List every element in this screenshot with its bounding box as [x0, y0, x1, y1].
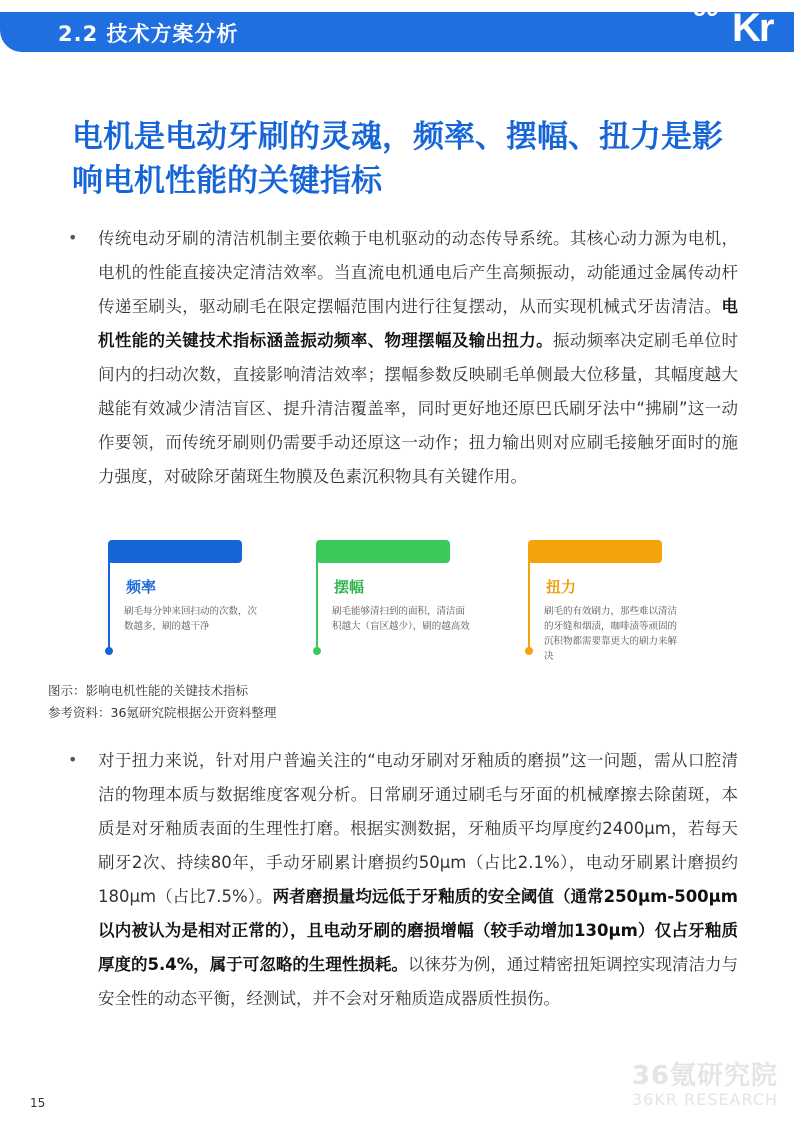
paragraph-2-text-a: 对于扭力来说，针对用户普遍关注的“电动牙刷对牙釉质的磨损”这一问题，需从口腔清洁的物理本质与数据维度客观分析。日常刷牙通过刷毛与牙面的机械摩擦去除菌斑，本质是对牙釉质表面的生理性打磨。根据实测数据，牙釉质平均厚度约2400μm，若每天刷牙2次、持续80年，手动牙刷累计磨损约50μm（占比2.1%），电动牙刷累计磨损约180μm（占比7.5%）。: [98, 751, 738, 906]
watermark-line-1: 36氪研究院: [631, 1061, 778, 1091]
card-frequency: [108, 540, 308, 670]
card-frequency-desc: 刷毛每分钟来回扫动的次数，次数越多，刷的越干净: [124, 606, 258, 632]
card-torque-dot: [525, 647, 533, 655]
bullet-dot: •: [68, 750, 78, 769]
card-amplitude-desc: 刷毛能够清扫到的面积，清洁面积越大（盲区越少），刷的越高效: [332, 606, 470, 632]
card-frequency-line: [108, 556, 110, 650]
card-torque-cap: [528, 540, 662, 563]
source-caption: 参考资料：36氪研究院根据公开资料整理: [48, 705, 277, 720]
paragraph-1-text-a: 传统电动牙刷的清洁机制主要依赖于电机驱动的动态传导系统。其核心动力源为电机，电机的性能直接决定清洁效率。当直流电机通电后产生高频振动，动能通过金属传动杆传递至刷头，驱动刷毛在限定摆幅范围内进行往复摆动，从而实现机械式牙齿清洁。: [98, 229, 738, 316]
header-bar: [0, 12, 794, 52]
card-frequency-cap: [108, 540, 242, 563]
section-title: 2.2 技术方案分析: [58, 22, 239, 46]
card-torque-desc: 刷毛的有效刷力，那些难以清洁的牙缝和烟渍，咖啡渍等顽固的沉积物都需要靠更大的刷力来解决: [544, 606, 678, 662]
paragraph-1-text-b: 振动频率决定刷毛单位时间内的扫动次数，直接影响清洁效率；摆幅参数反映刷毛单侧最大位移量，其幅度越大越能有效减少清洁盲区、提升清洁覆盖率，同时更好地还原巴氏刷牙法中“拂刷”这一动作要领，而传统牙刷则仍需要手动还原这一动作；扭力输出则对应刷毛接触牙面时的施力强度，对破除牙菌斑生物膜及色素沉积物具有关键作用。: [98, 331, 739, 486]
page-headline: 电机是电动牙刷的灵魂，频率、摆幅、扭力是影响电机性能的关键指标: [72, 119, 723, 199]
card-torque: [528, 540, 728, 670]
paragraph-2: [98, 744, 738, 1016]
brand-logo-kr: Kr: [732, 6, 773, 50]
figure-caption: 图示：影响电机性能的关键技术指标: [48, 683, 249, 698]
paragraph-1: [98, 222, 738, 494]
card-amplitude: [316, 540, 516, 670]
paragraph-1-bold: 电机性能的关键技术指标涵盖振动频率、物理摆幅及输出扭力。: [98, 297, 738, 350]
card-amplitude-dot: [313, 647, 321, 655]
card-amplitude-cap: [316, 540, 450, 563]
card-amplitude-line: [316, 556, 318, 650]
card-amplitude-title: 摆幅: [334, 578, 365, 596]
brand-logo: [694, 0, 794, 52]
card-torque-line: [528, 556, 530, 650]
paragraph-2-bold: 两者磨损量均远低于牙釉质的安全阈值（通常250μm-500μm以内被认为是相对正常的），且电动牙刷的磨损增幅（较手动增加130μm）仅占牙釉质厚度的5.4%，属于可忽略的生理性损耗。: [98, 887, 739, 974]
bullet-dot: •: [68, 228, 78, 247]
card-frequency-dot: [105, 647, 113, 655]
card-torque-title: 扭力: [546, 578, 577, 596]
brand-logo-36: 36: [694, 0, 719, 21]
watermark: [628, 1055, 778, 1109]
card-frequency-title: 频率: [126, 578, 157, 596]
page-number: 15: [30, 1096, 46, 1110]
paragraph-2-text-b: 以徕芬为例，通过精密扭矩调控实现清洁力与安全性的动态平衡，经测试，并不会对牙釉质造成器质性损伤。: [98, 955, 738, 1008]
indicator-cards: [108, 540, 748, 670]
watermark-line-2: 36KR RESEARCH: [631, 1090, 778, 1109]
